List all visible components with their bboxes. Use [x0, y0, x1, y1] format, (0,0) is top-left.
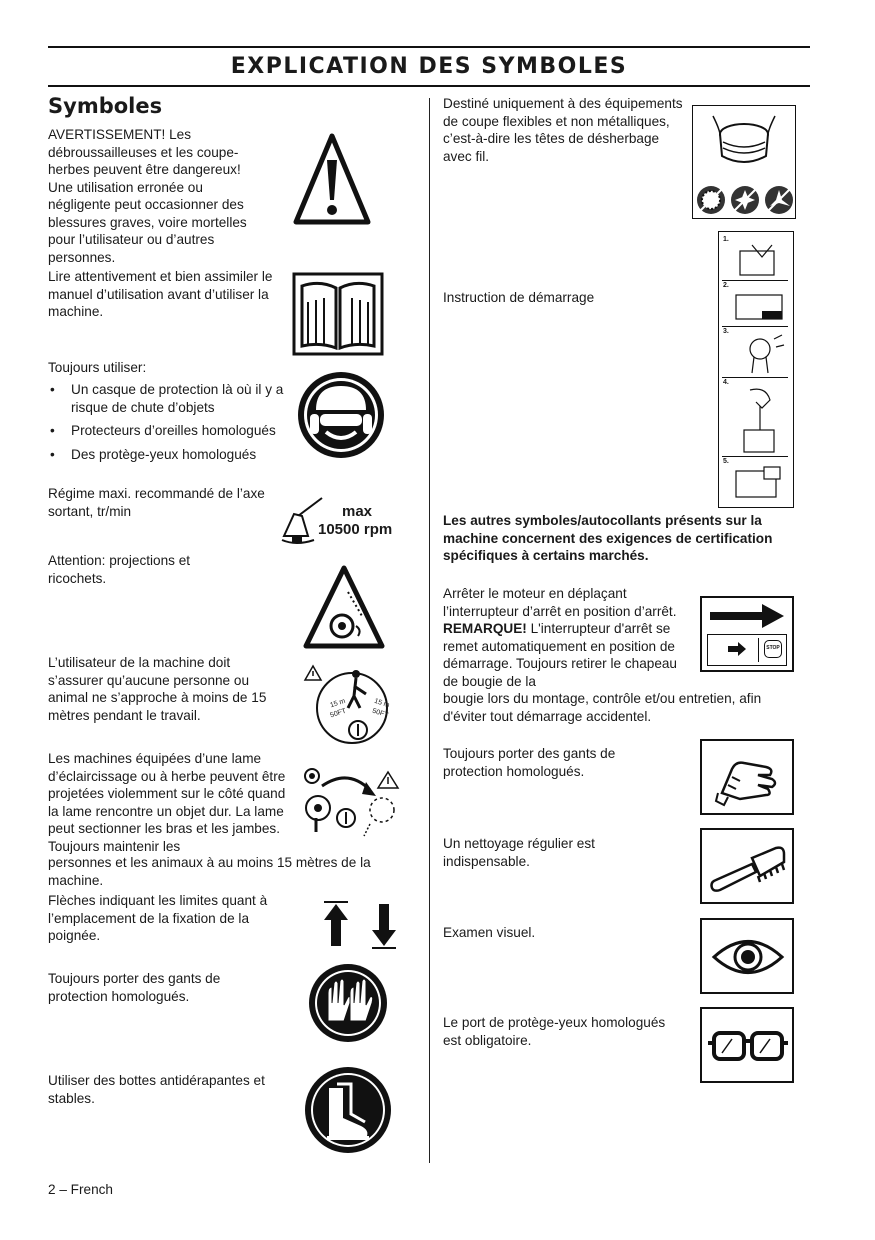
- distance-50ft-left: 50FT: [329, 707, 348, 720]
- read-manual-text: Lire attentivement et bien assimiler le manuel d’utilisation avant d’utiliser la machine.: [48, 269, 273, 319]
- rpm-label: 10500 rpm: [318, 521, 393, 538]
- engine-icon: [732, 243, 786, 279]
- projection-warning-icon: [302, 564, 386, 650]
- stop-switch-symbol: [700, 596, 794, 672]
- title-rule: [48, 85, 810, 87]
- gloves-text-right: Toujours porter des gants de protection homologués.: [443, 746, 616, 779]
- start-step-5: [722, 457, 788, 503]
- column-divider: [429, 98, 430, 1163]
- distance-15m-left: 15 m: [329, 697, 347, 710]
- eyewear-text: Le port de protège-yeux homologués est obligatoire.: [443, 1015, 666, 1048]
- always-use-text: Toujours utiliser:: [48, 360, 147, 375]
- page-footer: 2 – French: [48, 1182, 113, 1197]
- distance-text: L’utilisateur de la machine doit s’assurer qu’aucune personne ou animal ne s’approche à moins de 15 mètres pendant le travail.: [48, 655, 267, 723]
- max-speed-text: Régime maxi. recommandé de l’axe sortant, tr/min: [48, 486, 265, 519]
- step-number: 1.: [723, 236, 729, 243]
- visual-exam-symbol: [700, 918, 794, 994]
- pull-cord-icon: [730, 386, 786, 454]
- boots-text: Utiliser des bottes antidérapantes et stables.: [48, 1073, 265, 1106]
- section-heading: Symboles: [48, 94, 163, 118]
- gloves-text-left: Toujours porter des gants de protection homologués.: [48, 971, 221, 1004]
- stop-text-1: Arrêter le moteur en déplaçant l’interrupteur d’arrêt en position d’arrêt.: [443, 586, 677, 619]
- projections-text: Attention: projections et ricochets.: [48, 553, 191, 586]
- stop-note: REMARQUE!: [443, 621, 527, 636]
- engine-running-icon: [730, 465, 786, 501]
- stop-text: [443, 585, 683, 690]
- start-instruction-text: Instruction de démarrage: [443, 290, 595, 305]
- eye-icon: [710, 934, 786, 980]
- other-symbols-heading: Les autres symboles/autocollants présents sur la machine concernent des exigences de certification spécifiques à certains marchés.: [443, 513, 773, 563]
- helmet-ear-eye-protection-icon: [296, 370, 386, 460]
- eyewear-symbol: [700, 1007, 794, 1083]
- choke-icon: [732, 289, 786, 325]
- arrow-right-icon: [710, 604, 784, 628]
- stop-label: STOP: [766, 645, 780, 651]
- stop-switch-panel: [707, 634, 787, 666]
- max-label: max: [342, 503, 373, 520]
- warning-triangle-icon: [292, 130, 372, 228]
- start-step-1: [722, 235, 788, 281]
- switch-arrow-icon: [728, 642, 746, 656]
- safety-glasses-icon: [706, 1027, 790, 1067]
- gloves-icon: [308, 963, 388, 1043]
- handle-arrows-text: Flèches indiquant les limites quant à l’emplacement de la fixation de la poignée.: [48, 893, 268, 943]
- step-number: 5.: [723, 458, 729, 465]
- ppe-list: [48, 381, 288, 469]
- flexible-cutting-text: Destiné uniquement à des équipements de coupe flexibles et non métalliques, c’est-à-dire les têtes de désherbage avec fil.: [443, 96, 683, 164]
- brush-icon: [708, 840, 788, 896]
- list-item: • Un casque de protection là où il y a risque de chute d’objets: [48, 381, 288, 416]
- blade-warning-text-cont: personnes et les animaux à au moins 15 mètres de la machine.: [48, 855, 371, 888]
- start-step-2: [722, 281, 788, 327]
- cleaning-symbol: [700, 828, 794, 904]
- visual-exam-text: Examen visuel.: [443, 925, 536, 940]
- glove-icon: [710, 749, 786, 809]
- blade-warning-text: Les machines équipées d’une lame d’éclaircissage ou à herbe peuvent être projetées violemment sur le côté quand la lame rencontre un objet dur. La lame peut sectionner les bras et les jambes. Toujours maintenir les: [48, 751, 286, 854]
- manual-book-icon: [292, 272, 384, 356]
- gloves-symbol: [700, 739, 794, 815]
- distance-50ft-right: 50FT: [371, 707, 390, 720]
- warning-text: AVERTISSEMENT! Les débroussailleuses et les coupe-herbes peuvent être dangereux! Une utilisation erronée ou négligente peut occasionner des blessures graves, voire mortelles pour l’utilisateur ou d’autres personnes.: [48, 127, 247, 265]
- handle-limit-arrows-icon: [320, 900, 400, 950]
- no-metal-blade-icon: [696, 184, 794, 216]
- primer-hand-icon: [732, 333, 786, 375]
- list-item: • Des protège-yeux homologués: [48, 446, 288, 464]
- start-instruction-panel: [718, 231, 794, 508]
- blade-thrust-icon: [302, 768, 402, 838]
- cleaning-text: Un nettoyage régulier est indispensable.: [443, 836, 595, 869]
- step-number: 3.: [723, 328, 729, 335]
- trimmer-head-spool-icon: [709, 112, 779, 172]
- switch-divider: [758, 638, 759, 662]
- stop-text-2: L'interrupteur d'arrêt se remet automatiquement en position de démarrage. Toujours retirer le chapeau de bougie de la: [443, 621, 677, 689]
- flexible-cutting-symbol: [692, 105, 796, 219]
- start-step-3: [722, 327, 788, 378]
- step-number: 2.: [723, 282, 729, 289]
- top-rule: [48, 46, 810, 48]
- step-number: 4.: [723, 379, 729, 386]
- start-step-4: [722, 378, 788, 457]
- list-item: • Protecteurs d’oreilles homologués: [48, 422, 288, 440]
- boots-icon: [303, 1066, 393, 1154]
- stop-text-cont: bougie lors du montage, contrôle et/ou entretien, afin d'éviter tout démarrage accidentel.: [443, 691, 762, 724]
- page-title: EXPLICATION DES SYMBOLES: [230, 54, 628, 79]
- distance-15m-right: 15 m: [373, 697, 391, 710]
